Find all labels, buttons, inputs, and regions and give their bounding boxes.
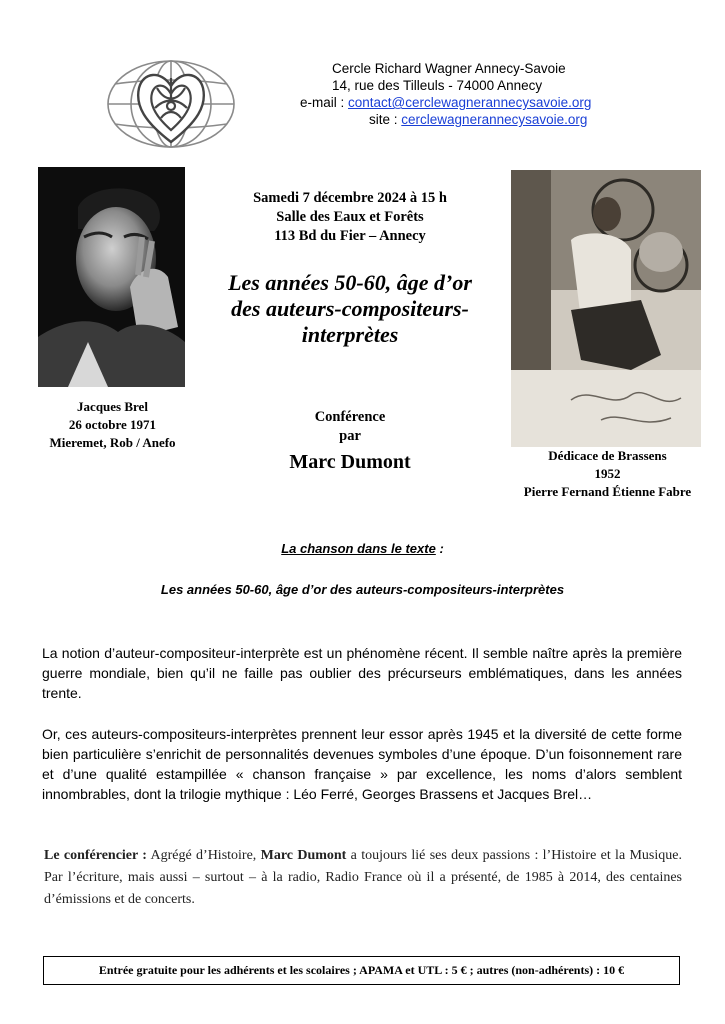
- organization-address: 14, rue des Tilleuls - 74000 Annecy: [332, 78, 543, 93]
- brel-caption-name: Jacques Brel: [77, 399, 148, 414]
- email-line: [292, 94, 622, 111]
- brel-photo-caption: [30, 398, 195, 452]
- email-label: e-mail :: [300, 95, 345, 110]
- conference-block: [250, 408, 450, 476]
- event-title-line2: des auteurs-compositeurs-: [231, 296, 469, 321]
- organization-header: [292, 60, 622, 128]
- event-title: [200, 270, 500, 348]
- site-line: [292, 111, 622, 128]
- celtic-heart-globe-logo: [105, 58, 237, 150]
- speaker-name: Marc Dumont: [289, 451, 411, 473]
- event-address: 113 Bd du Fier – Annecy: [274, 228, 426, 244]
- paragraph-1: La notion d’auteur-compositeur-interprète est un phénomène récent. Il semble naître après la première guerre mondiale, bien qu’il ne faille pas oublier des précurseurs emblématiques, dans les années trente.: [42, 645, 682, 701]
- speaker-bio-part2: a toujours lié ses deux passions : l’Histoire et la Musique. Par l’écriture, mais aussi – surtout – à la radio, Radio France où il a présenté, de 1985 à 2014, des centaines d’émissions et de concerts.: [44, 848, 682, 907]
- email-link[interactable]: contact@cerclewagnerannecysavoie.org: [348, 95, 592, 110]
- speaker-bio-label: Le conférencier :: [44, 848, 147, 863]
- brassens-dedication-photo: [511, 170, 701, 447]
- site-label: site :: [369, 112, 398, 127]
- event-date: Samedi 7 décembre 2024 à 15 h: [253, 190, 447, 206]
- pricing-box: [43, 956, 680, 985]
- brassens-caption-title: Dédicace de Brassens: [548, 448, 667, 463]
- event-info: [200, 189, 500, 246]
- brassens-caption-credit: Pierre Fernand Étienne Fabre: [523, 484, 692, 499]
- site-link[interactable]: cerclewagnerannecysavoie.org: [401, 112, 588, 127]
- conference-by: par: [339, 428, 361, 444]
- brassens-photo-caption: [490, 447, 725, 501]
- section-heading: [0, 541, 725, 556]
- brassens-caption-year: 1952: [594, 466, 621, 481]
- jacques-brel-photo: [38, 167, 185, 387]
- event-venue: Salle des Eaux et Forêts: [276, 209, 424, 225]
- section-subtitle: Les années 50-60, âge d’or des auteurs-compositeurs-interprètes: [160, 582, 565, 597]
- speaker-bio: [44, 845, 682, 911]
- section-heading-colon: :: [435, 541, 444, 556]
- brel-caption-date: 26 octobre 1971: [68, 417, 157, 432]
- organization-name: Cercle Richard Wagner Annecy-Savoie: [332, 61, 566, 76]
- conference-label: Conférence: [314, 409, 386, 425]
- pricing-text: Entrée gratuite pour les adhérents et les scolaires ; APAMA et UTL : 5 € ; autres (non-adhérents) : 10 €: [98, 963, 625, 977]
- section-heading-text: La chanson dans le texte: [281, 541, 436, 556]
- speaker-bio-name: Marc Dumont: [260, 848, 347, 863]
- event-title-line1: Les années 50-60, âge d’or: [228, 270, 472, 295]
- speaker-bio-part1: Agrégé d’Histoire,: [146, 848, 261, 863]
- brel-caption-credit: Mieremet, Rob / Anefo: [49, 435, 176, 450]
- paragraph-2: Or, ces auteurs-compositeurs-interprètes prennent leur essor après 1945 et la diversité de cette forme bien particulière s’enrichit de personnalités devenues symboles d’une époque. D’un foisonnement rare et d’une qualité estampillée « chanson française » par excellence, les noms d’alors semblent innombrables, dont la trilogie mythique : Léo Ferré, Georges Brassens et Jacques Brel…: [42, 726, 682, 802]
- event-title-line3: interprètes: [301, 322, 399, 347]
